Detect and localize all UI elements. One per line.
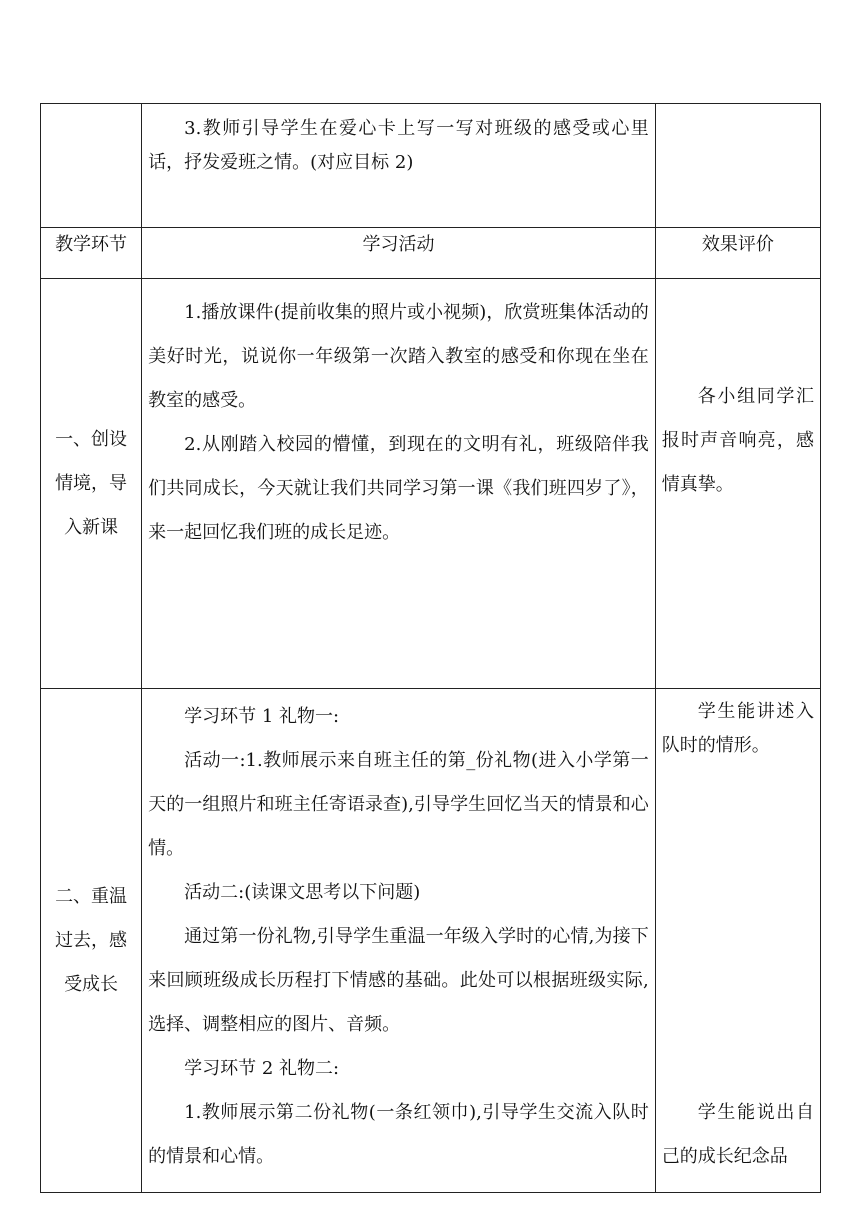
activity-paragraph: 活动二:(读课文思考以下问题) xyxy=(184,882,421,903)
stage-label-line: 过去，感 xyxy=(55,929,128,951)
activity-paragraph: 3.教师引导学生在爱心卡上写一写对班级的感受或心里话，抒发爱班之情。(对应目标 2) xyxy=(148,118,649,173)
evaluation-text: 学生能说出自己的成长纪念品 xyxy=(661,1102,814,1167)
table-header-row xyxy=(41,228,821,279)
header-evaluation: 效果评价 xyxy=(655,228,820,279)
stage-label-line: 情境，导 xyxy=(55,472,128,494)
header-activity: 学习活动 xyxy=(142,228,656,279)
table-row xyxy=(41,104,821,228)
stage-cell xyxy=(41,689,142,1193)
stage-label-line: 一、创设 xyxy=(55,428,128,450)
evaluation-cell xyxy=(655,279,820,689)
stage-label-line: 入新课 xyxy=(64,516,119,538)
table-row xyxy=(41,689,821,1193)
activity-paragraph: 2.从刚踏入校园的懵懂，到现在的文明有礼，班级陪伴我们共同成长，今天就让我们共同学习第一课《我们班四岁了》，来一起回忆我们班的成长足迹。 xyxy=(148,434,649,543)
activity-paragraph: 通过第一份礼物,引导学生重温一年级入学时的心情,为接下来回顾班级成长历程打下情感的基础。此处可以根据班级实际,选择、调整相应的图片、音频。 xyxy=(148,926,649,1035)
stage-label-line: 受成长 xyxy=(64,973,119,995)
table-row xyxy=(41,279,821,689)
evaluation-cell xyxy=(655,104,820,228)
activity-paragraph: 学习环节 1 礼物一: xyxy=(184,706,340,727)
stage-cell xyxy=(41,104,142,228)
activity-paragraph: 1.播放课件(提前收集的照片或小视频)，欣赏班集体活动的美好时光，说说你一年级第一次踏入教室的感受和你现在坐在教室的感受。 xyxy=(148,302,649,411)
stage-label-line: 二、重温 xyxy=(55,885,128,907)
header-stage: 教学环节 xyxy=(41,228,142,279)
activity-cell xyxy=(142,689,656,1193)
activity-paragraph: 1.教师展示第二份礼物(一条红领巾),引导学生交流入队时的情景和心情。 xyxy=(148,1102,649,1167)
activity-cell xyxy=(142,104,656,228)
evaluation-text: 学生能讲述入队时的情形。 xyxy=(661,701,814,756)
activity-paragraph: 学习环节 2 礼物二: xyxy=(184,1058,340,1079)
evaluation-text: 各小组同学汇报时声音响亮，感情真挚。 xyxy=(661,386,814,495)
stage-cell xyxy=(41,279,142,689)
activity-cell xyxy=(142,279,656,689)
lesson-plan-table xyxy=(40,103,821,1193)
activity-paragraph: 活动一:1.教师展示来自班主任的第_份礼物(进入小学第一天的一组照片和班主任寄语录查),引导学生回忆当天的情景和心情。 xyxy=(148,750,649,859)
evaluation-cell xyxy=(655,689,820,1193)
